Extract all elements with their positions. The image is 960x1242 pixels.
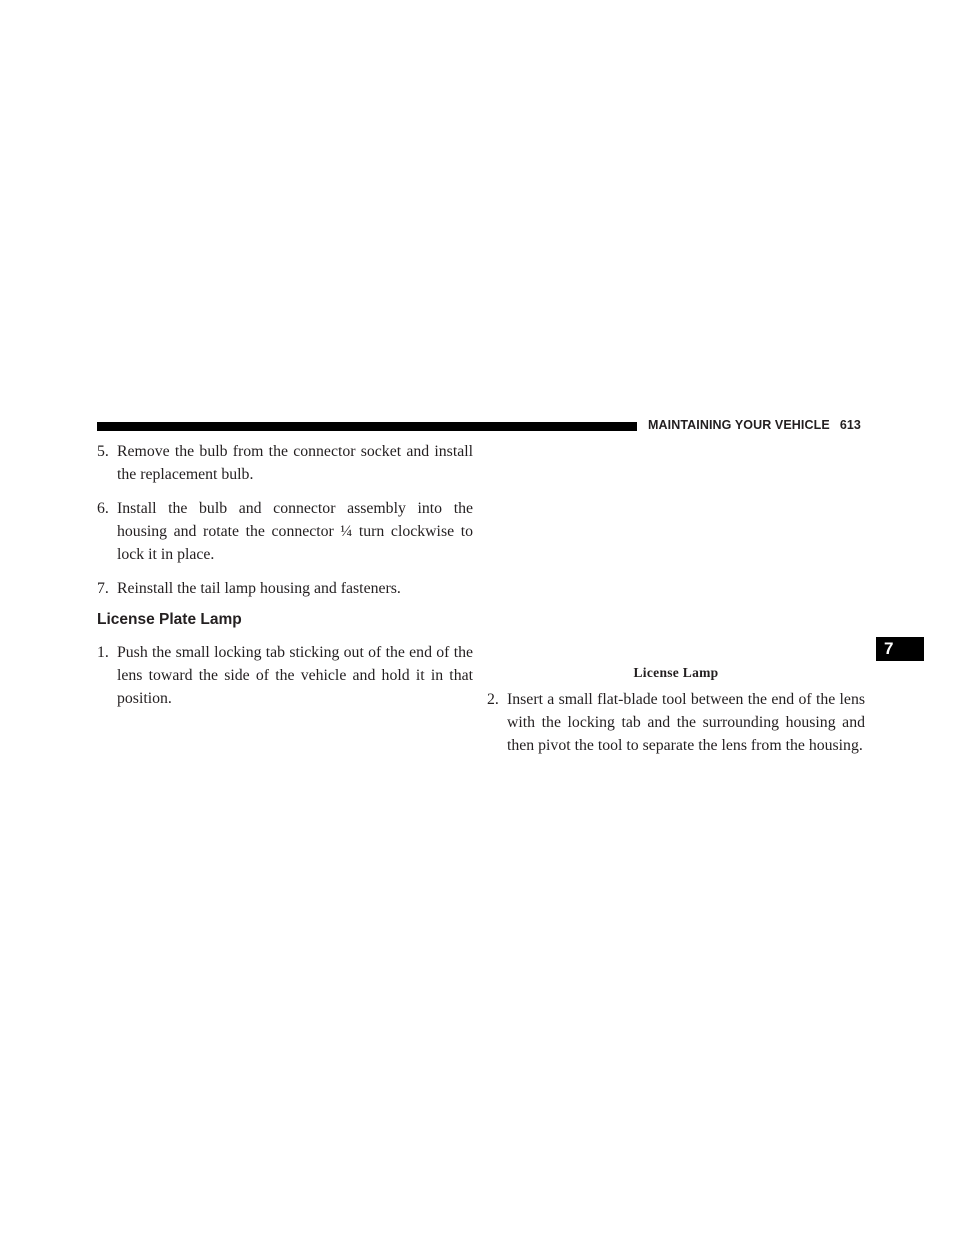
step-number: 2. [487, 691, 499, 708]
step-1 [97, 641, 473, 710]
step-number: 6. [97, 500, 109, 517]
left-column [97, 440, 473, 721]
page-number: 613 [839, 418, 861, 432]
figure-caption: License Lamp [633, 665, 719, 680]
step-7 [97, 577, 473, 600]
header-rule [97, 422, 637, 431]
step-text: Insert a small flat-blade tool between the end of the lens with the locking tab and the surrounding housing and then pivot the tool to separate the lens from the housing. [507, 691, 865, 754]
step-text: Install the bulb and connector assembly into the housing and rotate the connector ¼ turn clockwise to lock it in place. [117, 500, 473, 563]
step-6 [97, 497, 473, 566]
figure-license-lamp [487, 440, 865, 645]
step-text: Reinstall the tail lamp housing and fasteners. [117, 580, 401, 597]
right-column [487, 688, 865, 768]
chapter-tab: 7 [876, 637, 924, 661]
step-2 [487, 688, 865, 757]
step-number: 1. [97, 644, 109, 661]
running-header [648, 418, 861, 432]
section-title: MAINTAINING YOUR VEHICLE [648, 418, 830, 432]
step-number: 5. [97, 443, 109, 460]
section-heading: License Plate Lamp [97, 611, 242, 628]
step-text: Push the small locking tab sticking out of the end of the lens toward the side of the vehicle and hold it in that position. [117, 644, 473, 707]
step-5 [97, 440, 473, 486]
step-number: 7. [97, 580, 109, 597]
step-text: Remove the bulb from the connector socket and install the replacement bulb. [117, 443, 473, 483]
